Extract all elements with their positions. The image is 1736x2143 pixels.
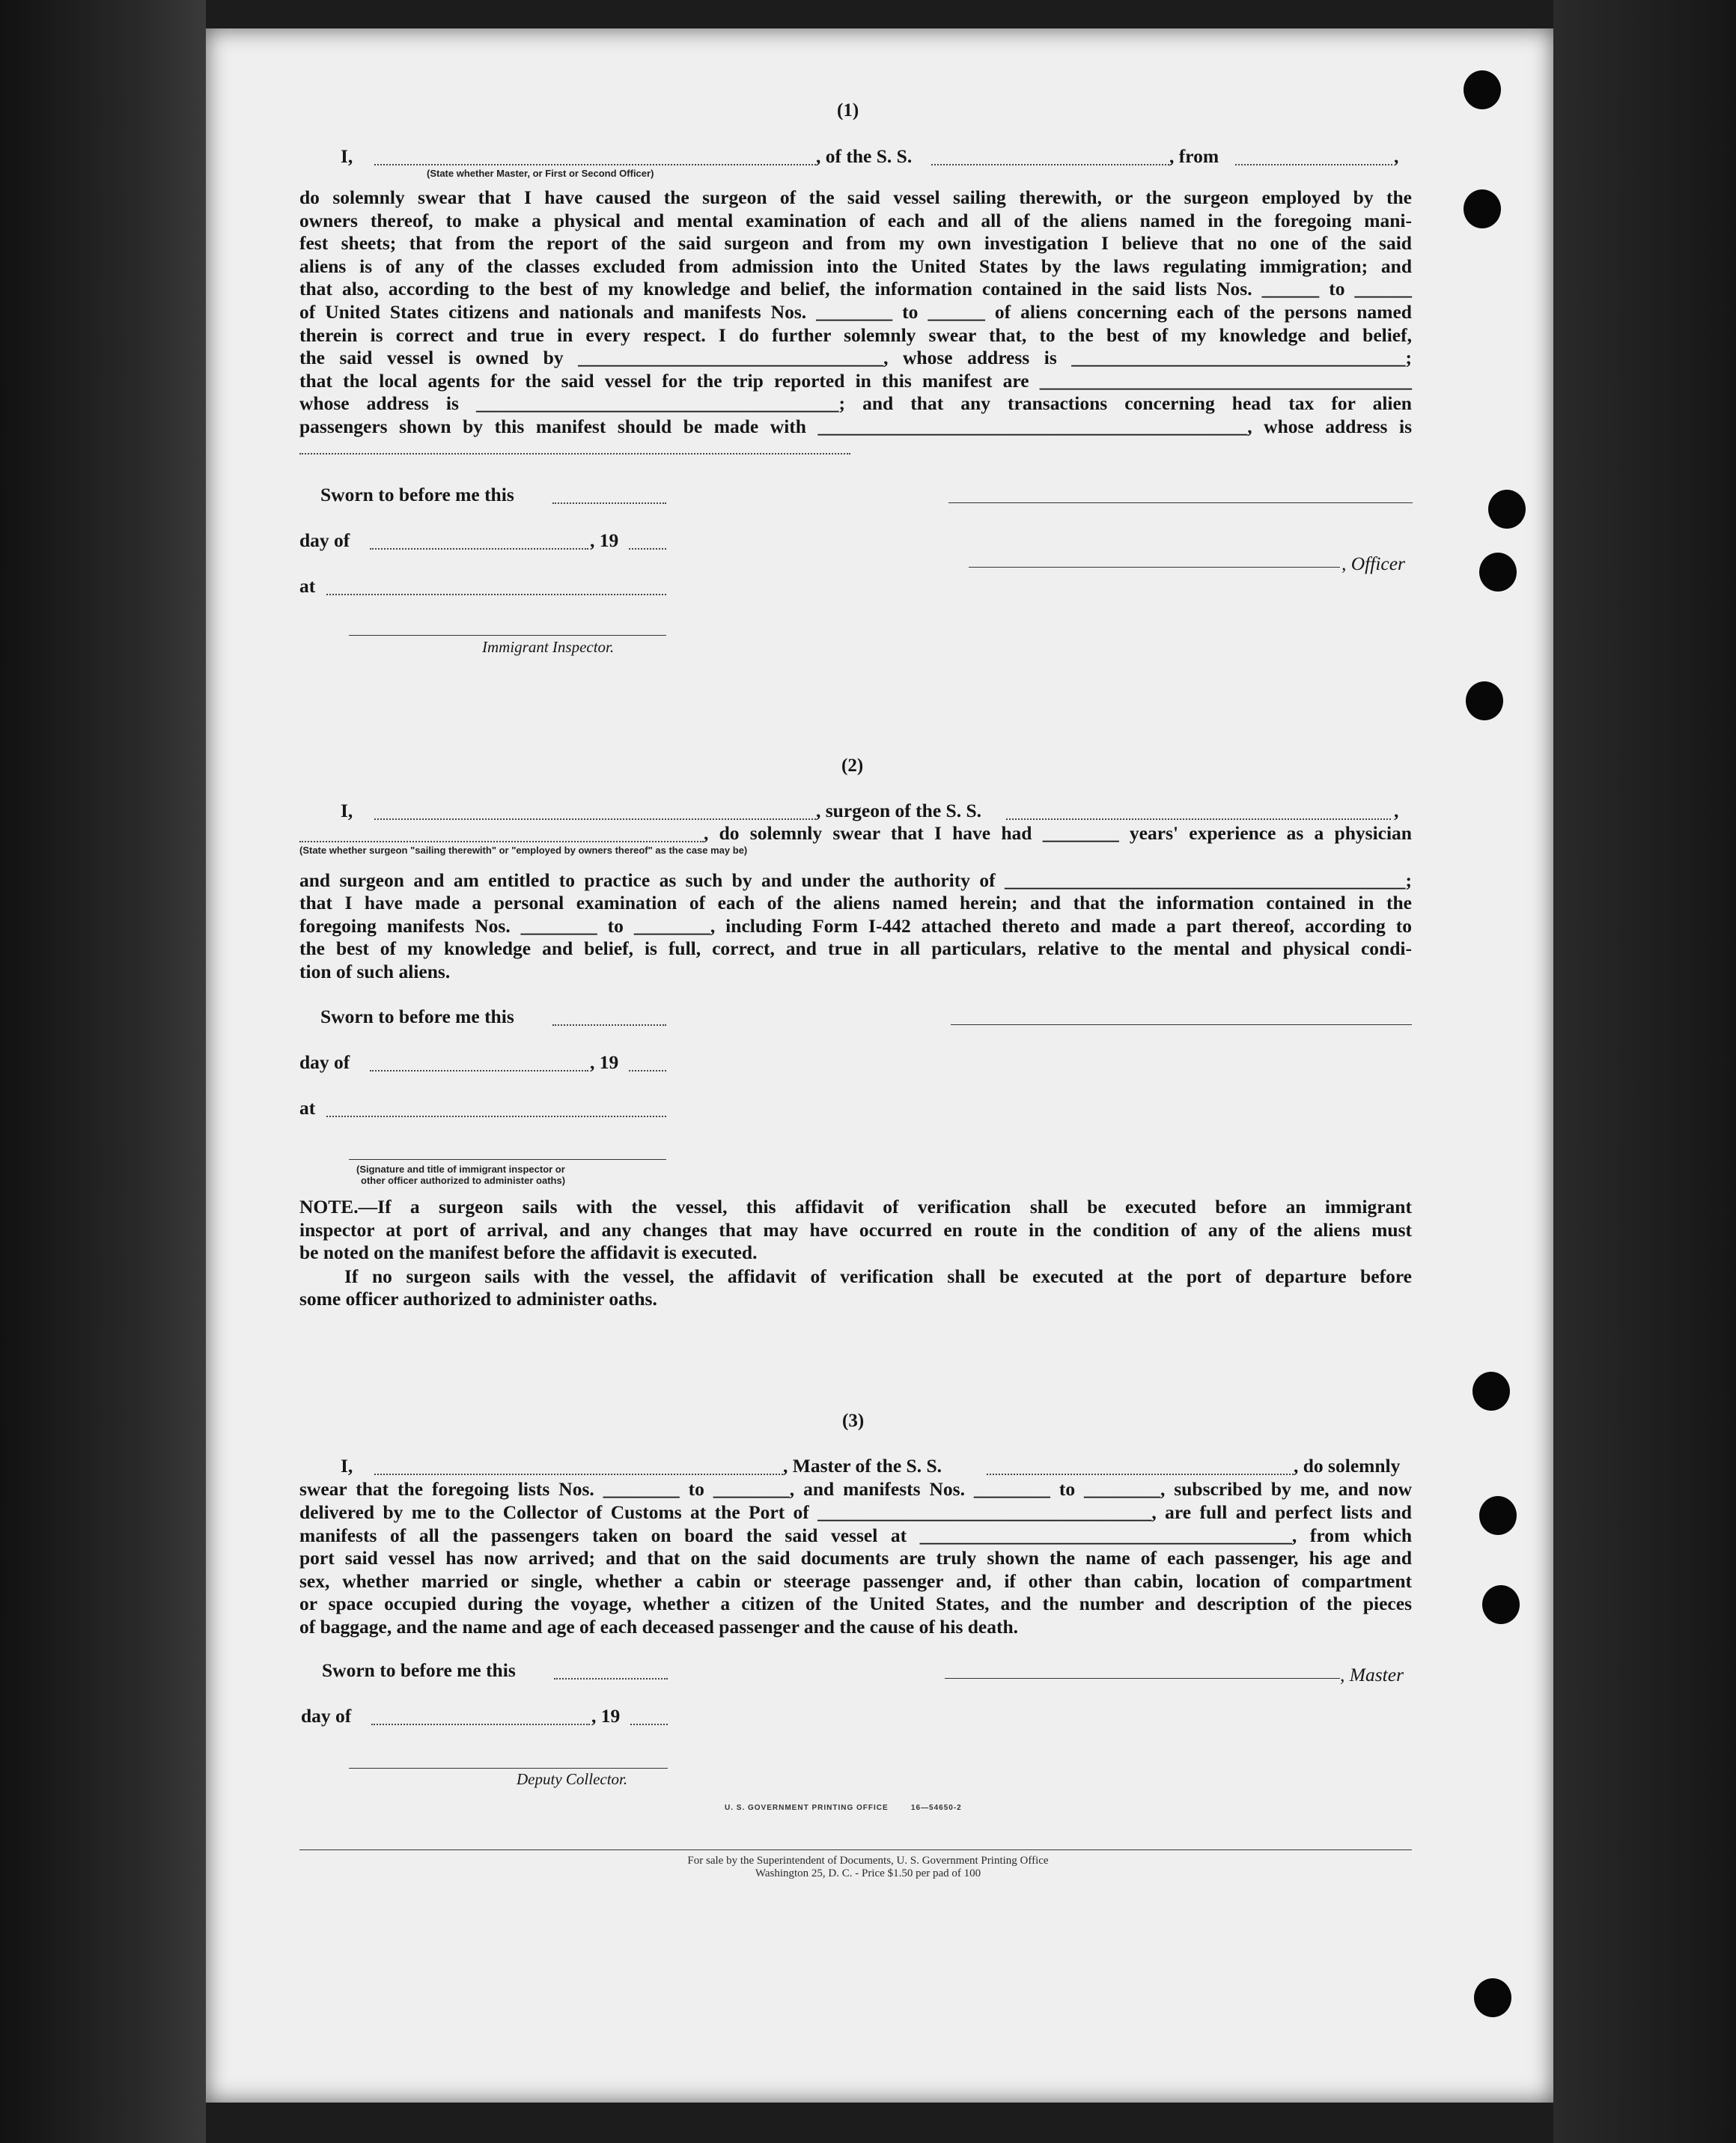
- s3-name-blank: [374, 1474, 783, 1475]
- s2-end-comma: ,: [1394, 800, 1399, 821]
- s2-role-hint: (State whether surgeon "sailing therewith" or "employed by owners thereof" as the case may be): [299, 845, 748, 856]
- footer-line-1: For sale by the Superintendent of Documents, U. S. Government Printing Office: [687, 1855, 1049, 1867]
- footer-rule: [299, 1849, 1412, 1850]
- s1-officer-line: [969, 567, 1340, 568]
- note2-line-1: some officer authorized to administer oaths.: [299, 1288, 657, 1310]
- s2-day-of-label: day of: [299, 1051, 350, 1073]
- section-1-number: (1): [837, 100, 859, 121]
- gpo-line: U. S. GOVERNMENT PRINTING OFFICE 16—54650-2: [725, 1804, 962, 1812]
- s1-line-5: of United States citizens and nationals and manifests Nos. ________ to ______ of aliens concerning each of the persons named: [299, 301, 1412, 323]
- s1-year-label: , 19: [590, 529, 619, 551]
- s2-role-blank: [299, 841, 704, 842]
- section-3-number: (3): [842, 1411, 865, 1431]
- s2-name-blank: [374, 818, 816, 820]
- s2-day-blank: [370, 1070, 588, 1072]
- s3-line-1: delivered by me to the Collector of Customs at the Port of ___________________________________, are full and perfect lists and: [299, 1501, 1412, 1523]
- s1-inspector-label: Immigrant Inspector.: [482, 638, 615, 656]
- s1-ship-blank: [931, 164, 1169, 165]
- s1-officer-signature-line: [948, 502, 1413, 503]
- punch-hole: [1474, 1978, 1511, 2017]
- s3-sworn-label: Sworn to before me this: [322, 1659, 516, 1681]
- s2-ship-blank: [1006, 818, 1391, 820]
- s1-year-blank: [629, 548, 666, 550]
- s2-at-label: at: [299, 1097, 316, 1119]
- scan-background-left: [0, 0, 206, 2143]
- punch-hole: [1488, 490, 1526, 529]
- s2-surgeon-signature-line: [951, 1024, 1412, 1025]
- punch-hole: [1466, 681, 1503, 720]
- s1-line-10: passengers shown by this manifest should be made with _____________________________________________, whose address is: [299, 416, 1412, 437]
- s3-line-0: swear that the foregoing lists Nos. ________ to ________, and manifests Nos. ________ to ________, subscribed by me, and now: [299, 1478, 1412, 1500]
- s1-line-0: do solemnly swear that I have caused the surgeon of the said vessel sailing therewith, or the surgeon employed by the: [299, 186, 1412, 208]
- s3-I-label: I,: [341, 1455, 353, 1477]
- s2-surgeon-of-ss-label: , surgeon of the S. S.: [816, 800, 982, 821]
- s3-master-signature-line: [945, 1678, 1340, 1679]
- s1-day-blank: [370, 548, 588, 550]
- s3-ship-blank: [987, 1474, 1294, 1475]
- s2-line-3: the best of my knowledge and belief, is full, correct, and true in all particulars, relative to the mental and physical condi-: [299, 937, 1412, 959]
- s1-officer-label: , Officer: [1341, 553, 1405, 574]
- s2-line-4: tion of such aliens.: [299, 961, 451, 982]
- s1-line-9: whose address is ______________________________________; and that any transactions concerning head tax for alien: [299, 392, 1412, 414]
- s3-day-of-label: day of: [301, 1705, 352, 1727]
- s3-year-label: , 19: [591, 1705, 621, 1727]
- s1-from-label: , from: [1169, 145, 1219, 167]
- s1-address-blank: [299, 453, 850, 455]
- s1-line-4: that also, according to the best of my knowledge and belief, the information contained in the said lists Nos. ______ to ______: [299, 278, 1412, 300]
- s3-line-2: manifests of all the passengers taken on board the said vessel at _______________________________________, from which: [299, 1525, 1412, 1546]
- s1-sworn-label: Sworn to before me this: [320, 484, 514, 505]
- note2-line-0: If no surgeon sails with the vessel, the affidavit of verification shall be executed at the port of departure before: [344, 1265, 1412, 1287]
- s2-line-0: and surgeon and am entitled to practice as such by and under the authority of __________________________________________;: [299, 869, 1412, 891]
- s1-I-label: I,: [341, 145, 353, 167]
- s2-line-1: that I have made a personal examination of each of the aliens named herein; and that the information contained in the: [299, 892, 1412, 914]
- scan-background-right: [1553, 0, 1736, 2143]
- s1-line-8: that the local agents for the said vessel for the trip reported in this manifest are _______________________________________: [299, 370, 1412, 392]
- note-line-0: NOTE.—If a surgeon sails with the vessel, this affidavit of verification shall be executed before an immigrant: [299, 1196, 1412, 1218]
- s1-role-hint: (State whether Master, or First or Second Officer): [427, 168, 654, 179]
- s1-at-label: at: [299, 575, 316, 597]
- s1-of-ss-label: , of the S. S.: [816, 145, 913, 167]
- punch-hole: [1464, 189, 1501, 228]
- s3-do-solemnly-label: , do solemnly: [1294, 1455, 1401, 1477]
- s2-officer-signature-line: [349, 1159, 666, 1160]
- s3-line-4: sex, whether married or single, whether a cabin or steerage passenger and, if other than cabin, location of compartment: [299, 1570, 1412, 1592]
- s3-collector-signature-line: [349, 1768, 668, 1769]
- s1-inspector-signature-line: [349, 635, 666, 636]
- s3-sworn-blank: [554, 1678, 668, 1680]
- s1-line-7: the said vessel is owned by ________________________________, whose address is ___________________________________;: [299, 347, 1412, 368]
- s3-line-3: port said vessel has now arrived; and that on the said documents are truly shown the name of each passenger, his age and: [299, 1547, 1412, 1569]
- s2-year-blank: [629, 1070, 666, 1072]
- s3-master-label: , Master: [1340, 1664, 1404, 1685]
- section-2-number: (2): [841, 756, 864, 776]
- s1-at-blank: [326, 594, 666, 595]
- s3-line-6: of baggage, and the name and age of each deceased passenger and the cause of his death.: [299, 1616, 1019, 1638]
- s1-line-2: fest sheets; that from the report of the said surgeon and from my own investigation I believe that no one of the said: [299, 232, 1412, 254]
- s2-sworn-blank: [552, 1024, 666, 1026]
- s3-master-of-ss-label: , Master of the S. S.: [783, 1455, 942, 1477]
- s2-swear-line: , do solemnly swear that I have had ________ years' experience as a physician: [704, 822, 1412, 844]
- punch-hole: [1479, 1496, 1517, 1535]
- s1-end-comma: ,: [1394, 145, 1399, 167]
- s2-line-2: foregoing manifests Nos. ________ to ________, including Form I-442 attached thereto and made a part thereof, according to: [299, 915, 1412, 937]
- s1-name-blank: [374, 164, 816, 165]
- punch-hole: [1472, 1372, 1510, 1411]
- s2-sworn-label: Sworn to before me this: [320, 1006, 514, 1027]
- s2-sig-hint-1: (Signature and title of immigrant inspector or: [356, 1164, 565, 1175]
- note-line-1: inspector at port of arrival, and any changes that may have occurred en route in the condition of any of the aliens must: [299, 1219, 1412, 1241]
- s1-day-of-label: day of: [299, 529, 350, 551]
- s2-sig-hint-2: other officer authorized to administer oaths): [361, 1175, 566, 1186]
- s1-line-3: aliens is of any of the classes excluded from admission into the United States by the laws regulating immigration; and: [299, 255, 1412, 277]
- footer-line-2: Washington 25, D. C. - Price $1.50 per pad of 100: [755, 1867, 981, 1879]
- punch-hole: [1482, 1585, 1520, 1624]
- note-line-2: be noted on the manifest before the affidavit is executed.: [299, 1241, 758, 1263]
- s1-from-blank: [1235, 164, 1392, 165]
- punch-hole: [1479, 553, 1517, 592]
- s2-I-label: I,: [341, 800, 353, 821]
- s2-at-blank: [326, 1116, 666, 1117]
- s3-year-blank: [630, 1724, 668, 1725]
- s1-line-1: owners thereof, to make a physical and mental examination of each and all of the aliens named in the foregoing mani-: [299, 210, 1412, 231]
- s3-day-blank: [371, 1724, 590, 1725]
- s3-line-5: or space occupied during the voyage, whether a citizen of the United States, and the number and description of the pieces: [299, 1593, 1412, 1614]
- punch-hole: [1464, 70, 1501, 109]
- s1-line-6: therein is correct and true in every respect. I do further solemnly swear that, to the best of my knowledge and belief,: [299, 324, 1412, 346]
- s1-sworn-blank: [552, 502, 666, 504]
- s2-year-label: , 19: [590, 1051, 619, 1073]
- s3-deputy-label: Deputy Collector.: [517, 1770, 628, 1788]
